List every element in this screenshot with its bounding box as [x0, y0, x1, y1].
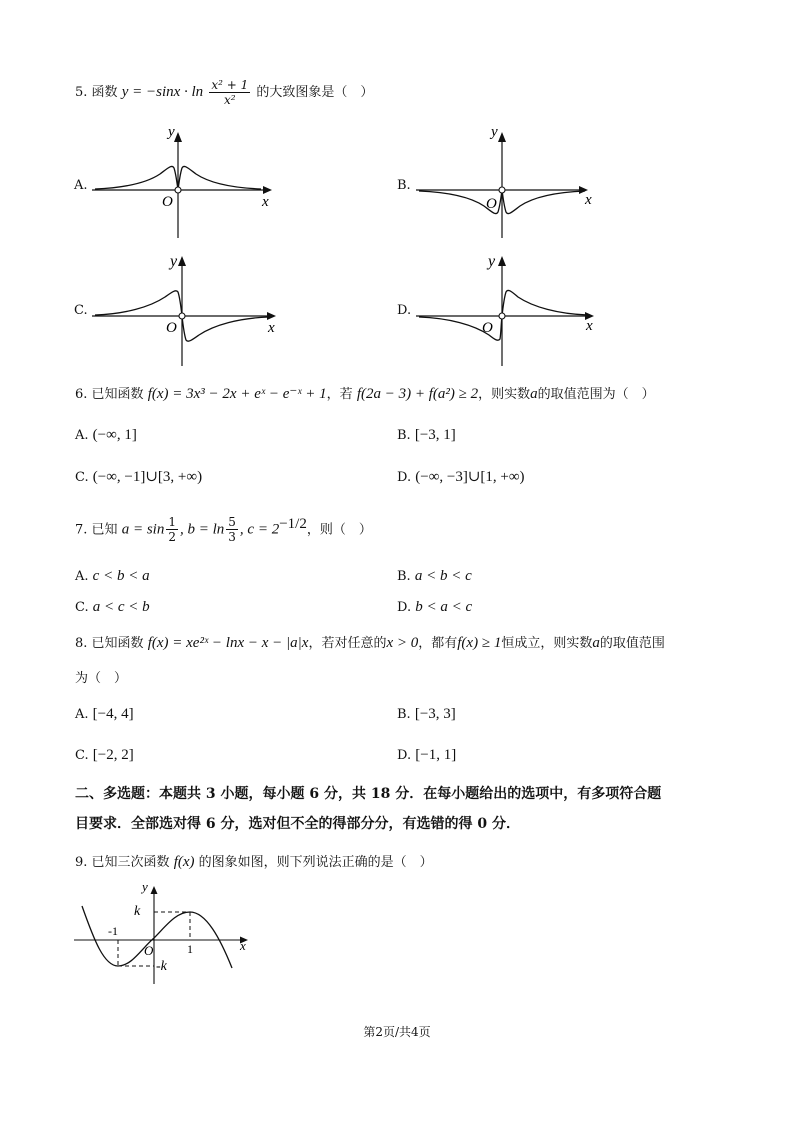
origin-label: O: [162, 194, 173, 210]
stem-text: 恒成立，则实数: [501, 636, 593, 651]
section-heading: [75, 783, 735, 835]
q6-option-b[interactable]: B. [−3, 1]: [397, 427, 456, 443]
fraction: [209, 78, 250, 107]
question-number: 7.: [75, 522, 88, 538]
formula: f(x): [173, 854, 195, 870]
question-number: 8.: [75, 636, 88, 651]
q8-option-a[interactable]: A. [−4, 4]: [75, 706, 134, 722]
origin-label: O: [144, 943, 154, 958]
q6-option-d[interactable]: D. (−∞, −3]∪[1, +∞): [397, 469, 525, 485]
formula: x > 0: [386, 635, 419, 651]
q6-option-c[interactable]: C. (−∞, −1]∪[3, +∞): [75, 469, 203, 485]
y-axis-arrow: [151, 886, 158, 894]
q7-option-a[interactable]: A. c < b < a: [75, 568, 150, 584]
stem-text: 的大致图象是（ ）: [256, 85, 374, 100]
formula: , c = 2: [239, 521, 280, 538]
origin-label: O: [166, 320, 177, 336]
stem-text: 已知: [91, 522, 118, 538]
question-9-stem: [75, 852, 433, 873]
y-label: y: [170, 253, 178, 270]
x-label: x: [585, 192, 592, 208]
y-label: y: [142, 879, 148, 894]
section-heading-line: 目要求．全部选对得 6 分，选对但不全的得部分分，有选错的得 0 分．: [75, 816, 520, 832]
question-8-stem: [75, 633, 665, 654]
q6-option-a[interactable]: A. (−∞, 1]: [75, 427, 137, 443]
fraction: $\frac{5}{3}$: [228, 515, 236, 545]
section-heading-line: 二、多选题：本题共 3 小题，每小题 6 分，共 18 分．在每小题给出的选项中，有多项符合题: [75, 786, 662, 802]
question-7-stem: [75, 514, 372, 544]
fraction-denominator: x²: [223, 93, 236, 107]
fraction-numerator: x² + 1: [211, 78, 249, 92]
open-point: [175, 187, 181, 193]
graph-option-c: [90, 252, 286, 368]
origin-label: O: [482, 320, 493, 336]
y-axis-arrow: [498, 256, 506, 266]
option-label-c: C.: [74, 303, 88, 318]
q8-option-b[interactable]: B. [−3, 3]: [397, 706, 456, 722]
origin-label: O: [486, 196, 497, 212]
x-label: x: [268, 320, 275, 336]
x-axis-arrow: [267, 312, 276, 320]
formula: f(2a − 3) + f(a²) ≥ 2: [356, 386, 479, 402]
graph-option-a: [90, 128, 280, 240]
formula: f(x) = 3x³ − 2x + eˣ − e⁻ˣ + 1: [147, 386, 327, 402]
x-label: x: [240, 938, 246, 953]
stem-text: ，则（ ）: [306, 522, 372, 538]
y-axis-arrow: [498, 132, 506, 142]
formula: y = −sinx · ln: [121, 84, 204, 100]
q8-option-d[interactable]: D. [−1, 1]: [397, 747, 457, 763]
stem-text: 已知函数: [91, 387, 144, 402]
stem-text: ，若对任意的: [308, 636, 387, 651]
page-footer: 第2页/共4页: [363, 1025, 431, 1039]
y-label: y: [488, 253, 496, 270]
formula: f(x) = xe²ˣ − lnx − x − |a|x: [147, 635, 309, 651]
fraction: $\frac{1}{2}$: [168, 515, 176, 545]
open-point: [499, 313, 505, 319]
q7-option-d[interactable]: D. b < a < c: [397, 599, 473, 615]
y-label: y: [491, 128, 498, 140]
k-label: k: [134, 904, 141, 919]
x-label: x: [586, 318, 593, 334]
question-number: 5.: [75, 85, 88, 100]
stem-text: 已知函数: [91, 636, 144, 651]
y-axis-arrow: [174, 132, 182, 142]
open-point: [499, 187, 505, 193]
stem-text: ，则实数: [478, 387, 531, 402]
question-5-stem: [75, 78, 373, 107]
formula: , b = ln: [179, 521, 225, 538]
y-label: y: [168, 128, 175, 140]
option-label-b: B.: [397, 178, 411, 193]
neg-k-label: -k: [156, 959, 167, 974]
stem-text: ，都有: [418, 636, 458, 651]
question-6-stem: [75, 384, 655, 405]
x-label: x: [262, 194, 269, 210]
exponent: −1/2: [279, 516, 307, 532]
stem-text: 的取值范围为（ ）: [537, 387, 655, 402]
open-point: [179, 313, 185, 319]
x-axis-arrow: [263, 186, 272, 194]
q7-option-c[interactable]: C. a < c < b: [75, 599, 150, 615]
question-number: 6.: [75, 387, 88, 402]
question-8-stem-cont: 为（ ）: [75, 671, 128, 686]
graph-cubic-function: [70, 878, 260, 986]
graph-option-d: [414, 252, 610, 368]
neg-one-label: -1: [108, 924, 118, 938]
formula: f(x) ≥ 1: [457, 635, 502, 651]
variable: a: [530, 386, 538, 402]
stem-text: 的图象如图，则下列说法正确的是（ ）: [198, 855, 433, 870]
option-label-d: D.: [397, 303, 412, 318]
variable: a: [592, 635, 600, 651]
one-label: 1: [187, 942, 193, 956]
stem-text: 已知三次函数: [91, 855, 170, 870]
question-number: 9.: [75, 855, 88, 870]
y-axis-arrow: [178, 256, 186, 266]
formula: a = sin: [121, 521, 165, 538]
graph-option-b: [414, 128, 604, 240]
q7-option-b[interactable]: B. a < b < c: [397, 568, 472, 584]
stem-text: 函数: [91, 85, 118, 100]
option-label-a: A.: [74, 178, 88, 193]
stem-text: ，若: [326, 387, 353, 402]
stem-text: 的取值范围: [599, 636, 665, 651]
q8-option-c[interactable]: C. [−2, 2]: [75, 747, 134, 763]
